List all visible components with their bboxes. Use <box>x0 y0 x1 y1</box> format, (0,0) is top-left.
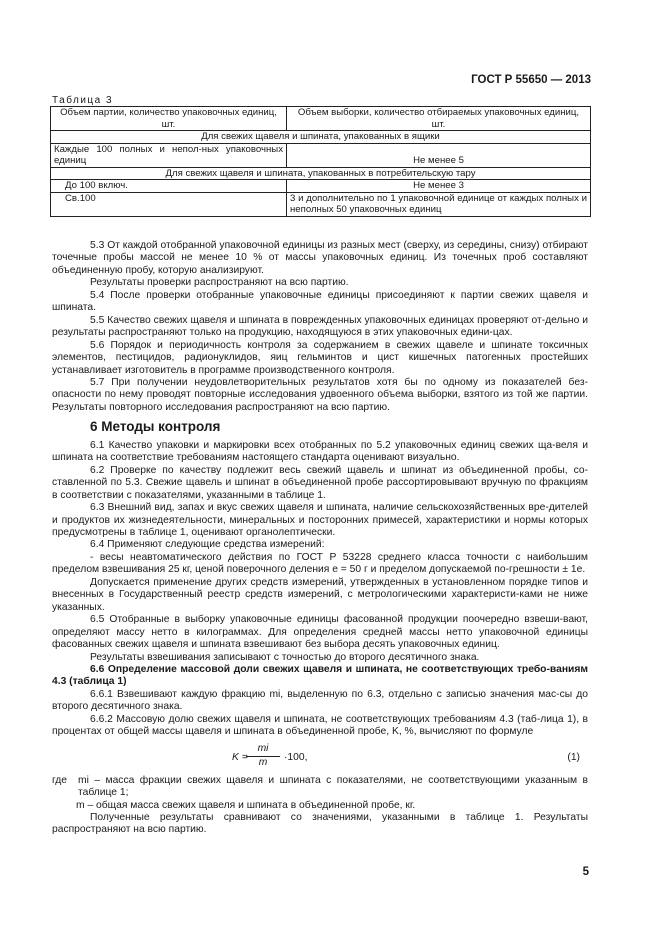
where-label: где <box>52 774 68 786</box>
table-cell-lot: До 100 включ. <box>51 180 287 193</box>
table-cell-sample: Не менее 5 <box>287 143 591 167</box>
definition-m: m – общая масса свежих щавеля и шпината в объединенной пробе, кг. <box>76 799 416 811</box>
paragraph-6-6-1: 6.6.1 Взвешивают каждую фракцию mi, выделенную по 6.3, отдельно с записью значения мас-сы до второго десятичного знака. <box>52 688 588 713</box>
paragraph-6-5-results: Результаты взвешивания записывают с точностью до второго десятичного знака. <box>90 651 480 663</box>
definition-mi: mi – масса фракции свежих щавеля и шпината с показателями, не соответствующими указанным в таблице 1; <box>78 774 588 799</box>
table-section-row <box>51 131 591 144</box>
paragraph-6-2: 6.2 Проверке по качеству подлежит весь свежий щавель и шпинат из объединенной пробы, со-ставленной по 5.3. Свежие щавель и шпинат в объединенной пробе рассортировывают вручную по фракциям в соответствии с показателями, указанными в таблице 1. <box>52 464 588 501</box>
paragraph-6-4-alternatives: Допускается применение других средств измерений, утвержденных в установленном порядке типов и внесенных в Государственный реестр средств измерений, с метрологическими характеристи-ками не ниже указанных. <box>52 576 588 613</box>
table-cell-lot: Св.100 <box>51 192 287 216</box>
document-body <box>52 240 588 837</box>
paragraph-5-7: 5.7 При получении неудовлетворительных результатов хотя бы по одному из показателей без-опасности по нему проводят повторные исследования удвоенного объема выборки, взятого из той же партии. Результаты повторного исследования распространяют на всю партию. <box>52 376 588 413</box>
formula-legend <box>52 775 588 812</box>
paragraph-5-4: 5.4 После проверки отобранные упаковочные единицы присоединяют к партии свежих щавеля и шпината. <box>52 289 588 314</box>
paragraph-6-1: 6.1 Качество упаковки и маркировки всех отобранных по 5.2 упаковочных единиц свежих ща-веля и шпината на соответствие требованиям настоящего стандарта оценивают визуально. <box>52 439 588 464</box>
table-caption: Таблица 3 <box>52 95 114 106</box>
section-boxes: Для свежих щавеля и шпината, упакованных в ящики <box>51 131 591 144</box>
formula-numerator: mi <box>246 743 280 757</box>
table-row <box>51 180 591 193</box>
paragraph-6-6-2: 6.6.2 Массовую долю свежих щавеля и шпината, не соответствующих требованиям 4.3 (таб-лица 1), в процентах от общей массы щавеля и шпината в объединенной пробе, K, %, вычисляют по формуле <box>52 713 588 738</box>
table-row <box>51 143 591 167</box>
formula-lhs: K = <box>232 751 248 763</box>
paragraph-6-4: 6.4 Применяют следующие средства измерений: <box>90 539 325 551</box>
table-cell-sample: 3 и дополнительно по 1 упаковочной единице от каждых полных и неполных 50 упаковочных единиц <box>287 192 591 216</box>
paragraph-5-5: 5.5 Качество свежих щавеля и шпината в поврежденных упаковочных единицах проверяют от-дельно и результаты распространяют только на продукцию, находящуюся в этих упаковочных едини-цах. <box>52 314 588 339</box>
col-header-sample-size: Объем выборки, количество отбираемых упаковочных единиц, шт. <box>287 107 591 131</box>
section-consumer-pack: Для свежих щавеля и шпината, упакованных в потребительскую тару <box>51 167 591 180</box>
paragraph-6-3: 6.3 Внешний вид, запах и вкус свежих щавеля и шпината, наличие сельскохозяйственных вре-дителей и продуктов их жизнедеятельности, минеральных и посторонних примесей, характеристики и нормы которых предусмотрены в таблице 1, оценивают органолептически. <box>52 502 588 538</box>
section-heading-6: 6 Методы контроля <box>90 419 221 435</box>
formula-number: (1) <box>567 751 580 763</box>
table-header-row <box>51 107 591 131</box>
table-section-row <box>51 167 591 180</box>
paragraph-final: Полученные результаты сравнивают со значениями, указанными в таблице 1. Результаты распространяют на всю партию. <box>52 812 588 836</box>
paragraph-5-3-results: Результаты проверки распространяют на всю партию. <box>90 277 349 289</box>
paragraph-5-6: 5.6 Порядок и периодичность контроля за содержанием в свежих щавеле и шпинате токсичных элементов, пестицидов, радионуклидов, яиц гельминтов и цист кишечных патогенных простейших устанавливает изготовитель в программе производственного контроля. <box>52 339 588 376</box>
document-code: ГОСТ Р 55650 — 2013 <box>471 74 591 86</box>
formula-1 <box>52 743 588 773</box>
sampling-table <box>50 106 591 217</box>
formula-rhs: ·100, <box>284 751 308 763</box>
table-row <box>51 192 591 216</box>
table-cell-sample: Не менее 3 <box>287 180 591 193</box>
paragraph-6-4-scales: - весы неавтоматического действия по ГОСТ Р 53228 среднего класса точности с наибольшим пределом взвешивания 25 кг, ценой поверочного деления e = 50 г и пределом допускаемой по-грешности ± 1e. <box>52 551 588 576</box>
paragraph-5-3: 5.3 От каждой отобранной упаковочной единицы из разных мест (сверху, из середины, снизу) отбирают точечные пробы массой не менее 10 % от массы упаковочных единиц. Из точечных проб составляют объединенную пробу, которую анализируют. <box>52 240 588 276</box>
table-cell-lot: Каждые 100 полных и непол-ных упаковочных единиц <box>51 143 287 167</box>
paragraph-6-5: 6.5 Отобранные в выборку упаковочные единицы фасованной продукции поочередно взвеши-вают, определяют массу нетто в килограммах. Для определения средней массы нетто упаковочной единицы фасованных свежих щавеля и шпината взвешивают без выбора десять упаковочных единиц. <box>52 614 588 651</box>
paragraph-6-6-heading: 6.6 Определение массовой доли свежих щавеля и шпината, не соответствующих требо-ваниям 4.3 (таблица 1) <box>52 663 588 688</box>
col-header-lot-size: Объем партии, количество упаковочных единиц, шт. <box>51 107 287 131</box>
page-number: 5 <box>582 866 589 878</box>
formula-denominator: m <box>258 757 268 769</box>
formula-fraction <box>246 743 280 770</box>
